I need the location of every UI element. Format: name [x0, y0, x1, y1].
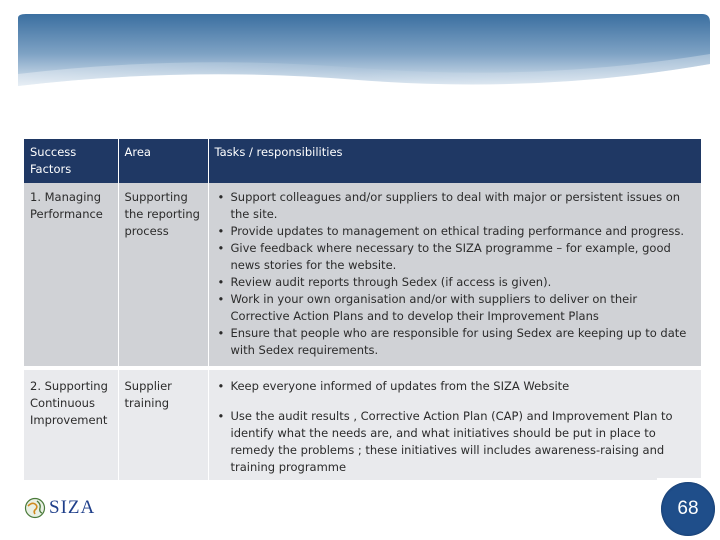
task-item: • Use the audit results , Corrective Action Plan (CAP) and Improvement Plan to identify what the needs are, and what initiatives should be put in place to remedy the problems ; these initiatives will includes awareness-raising and training programme — [215, 408, 696, 476]
factor-cell: 2. Supporting Continuous Improvement — [24, 368, 118, 480]
table-header-row — [24, 139, 701, 183]
task-item: • Keep everyone informed of updates from the SIZA Website — [215, 378, 696, 395]
area-cell: Supplier training — [118, 368, 208, 480]
task-item: • Work in your own organisation and/or with suppliers to deliver on their Corrective Action Plans and to develop their Improvement Plans — [215, 291, 696, 325]
globe-icon — [24, 497, 46, 519]
siza-logo — [24, 496, 95, 520]
area-cell: Supporting the reporting process — [118, 183, 208, 368]
task-item: • Provide updates to management on ethical trading performance and progress. — [215, 223, 696, 240]
task-item: • Review audit reports through Sedex (if access is given). — [215, 274, 696, 291]
header-success-factors: Success Factors — [24, 139, 118, 183]
table-row — [24, 368, 701, 480]
task-list — [215, 189, 696, 359]
page-number-badge — [657, 478, 719, 540]
logo-text: SIZA — [49, 497, 96, 518]
tasks-cell — [208, 368, 701, 480]
factor-cell: 1. Managing Performance — [24, 183, 118, 368]
header-tasks: Tasks / responsibilities — [208, 139, 701, 183]
task-item: • Ensure that people who are responsible for using Sedex are keeping up to date with Sedex requirements. — [215, 325, 696, 359]
tasks-cell — [208, 183, 701, 368]
task-item: • Support colleagues and/or suppliers to deal with major or persistent issues on the site. — [215, 189, 696, 223]
header-area: Area — [118, 139, 208, 183]
task-list — [215, 378, 696, 476]
table-row — [24, 183, 701, 368]
responsibilities-table — [24, 139, 701, 480]
page-number: 68 — [677, 498, 699, 519]
decorative-banner — [18, 14, 710, 94]
task-item: • Give feedback where necessary to the SIZA programme – for example, good news stories for the website. — [215, 240, 696, 274]
